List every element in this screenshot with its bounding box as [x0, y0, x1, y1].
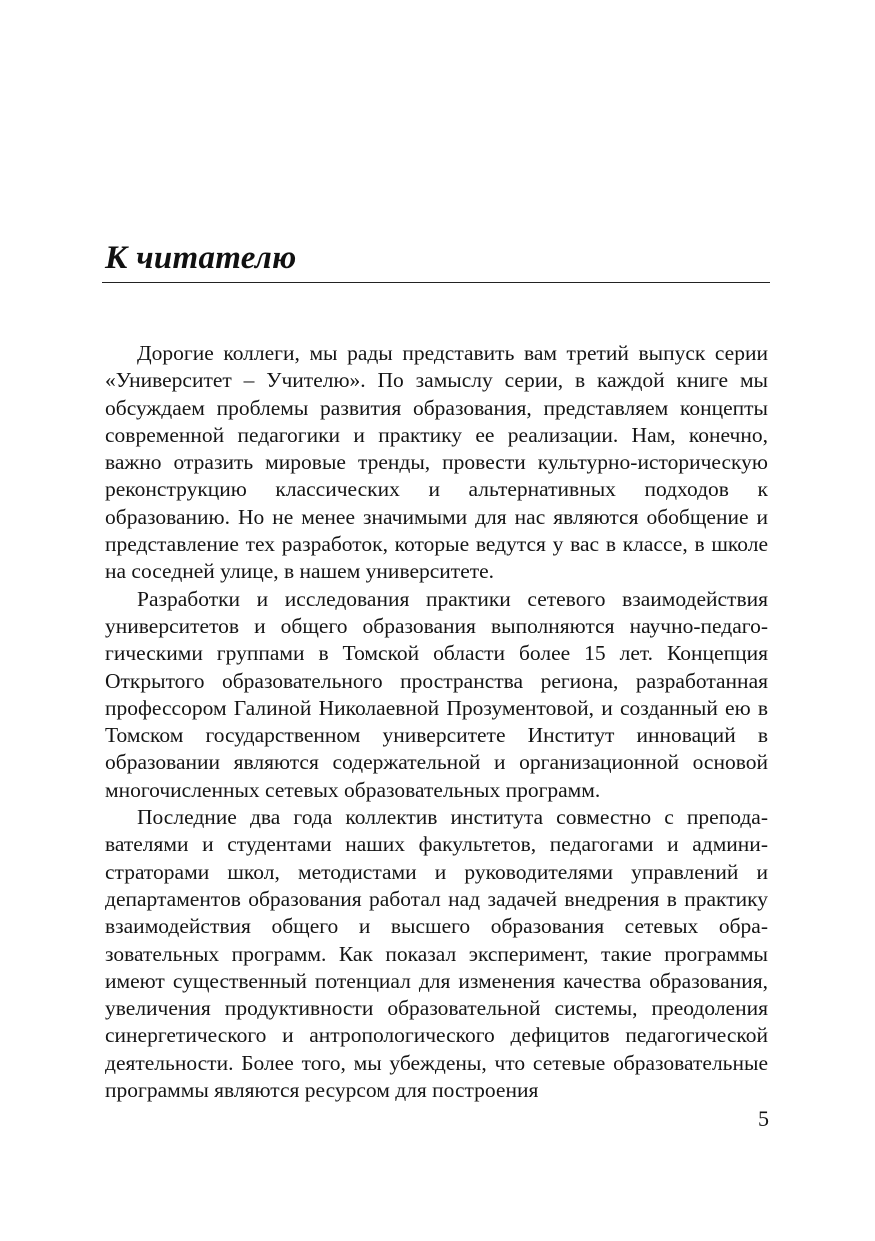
paragraph: Последние два года коллектив института совместно с преподавателями и студентами наших факультетов, педагогами и администраторами школ, методистами и руководителями управлений и департаментов образования работал над задачей внедрения в практику взаимодействия общего и высшего образования сетевых образовательных программ. Как показал эксперимент, такие программы имеют существенный потенциал для изменения качества образования, увеличения продуктивности образовательной системы, преодоления синергетического и антропологического дефицитов педагогической деятельности. Более того, мы убеждены, что сетевые образовательные программы являются ресурсом для построения: [105, 805, 768, 1103]
paragraph: Дорогие коллеги, мы рады представить вам третий выпуск серии «Университет – Учителю». По замыслу серии, в каждой книге мы обсуждаем проблемы развития образования, представляем концепты современной педагогики и практику ее реализации. Нам, конечно, важно отразить мировые тренды, провести культурно-историческую реконструкцию классических и альтернативных подходов к образованию. Но не менее значимыми для нас являются обобщение и представление тех разработок, которые ведутся у вас в классе, в школе на соседней улице, в нашем университете.: [105, 341, 768, 584]
page-number: 5: [758, 1106, 769, 1131]
heading-divider: [102, 282, 770, 283]
body-text: [105, 340, 768, 1104]
page-title: К читателю: [105, 240, 297, 276]
paragraph: Разработки и исследования практики сетевого взаимодействия университетов и общего образования выполняются научно-педагогическими группами в Томской области более 15 лет. Концепция Открытого образовательного пространства региона, разработанная профессором Галиной Николаевной Прозументовой, и созданный ею в Томском государственном университете Институт инноваций в образовании являются содержательной и организационной основой многочисленных сетевых образовательных программ.: [105, 586, 768, 802]
